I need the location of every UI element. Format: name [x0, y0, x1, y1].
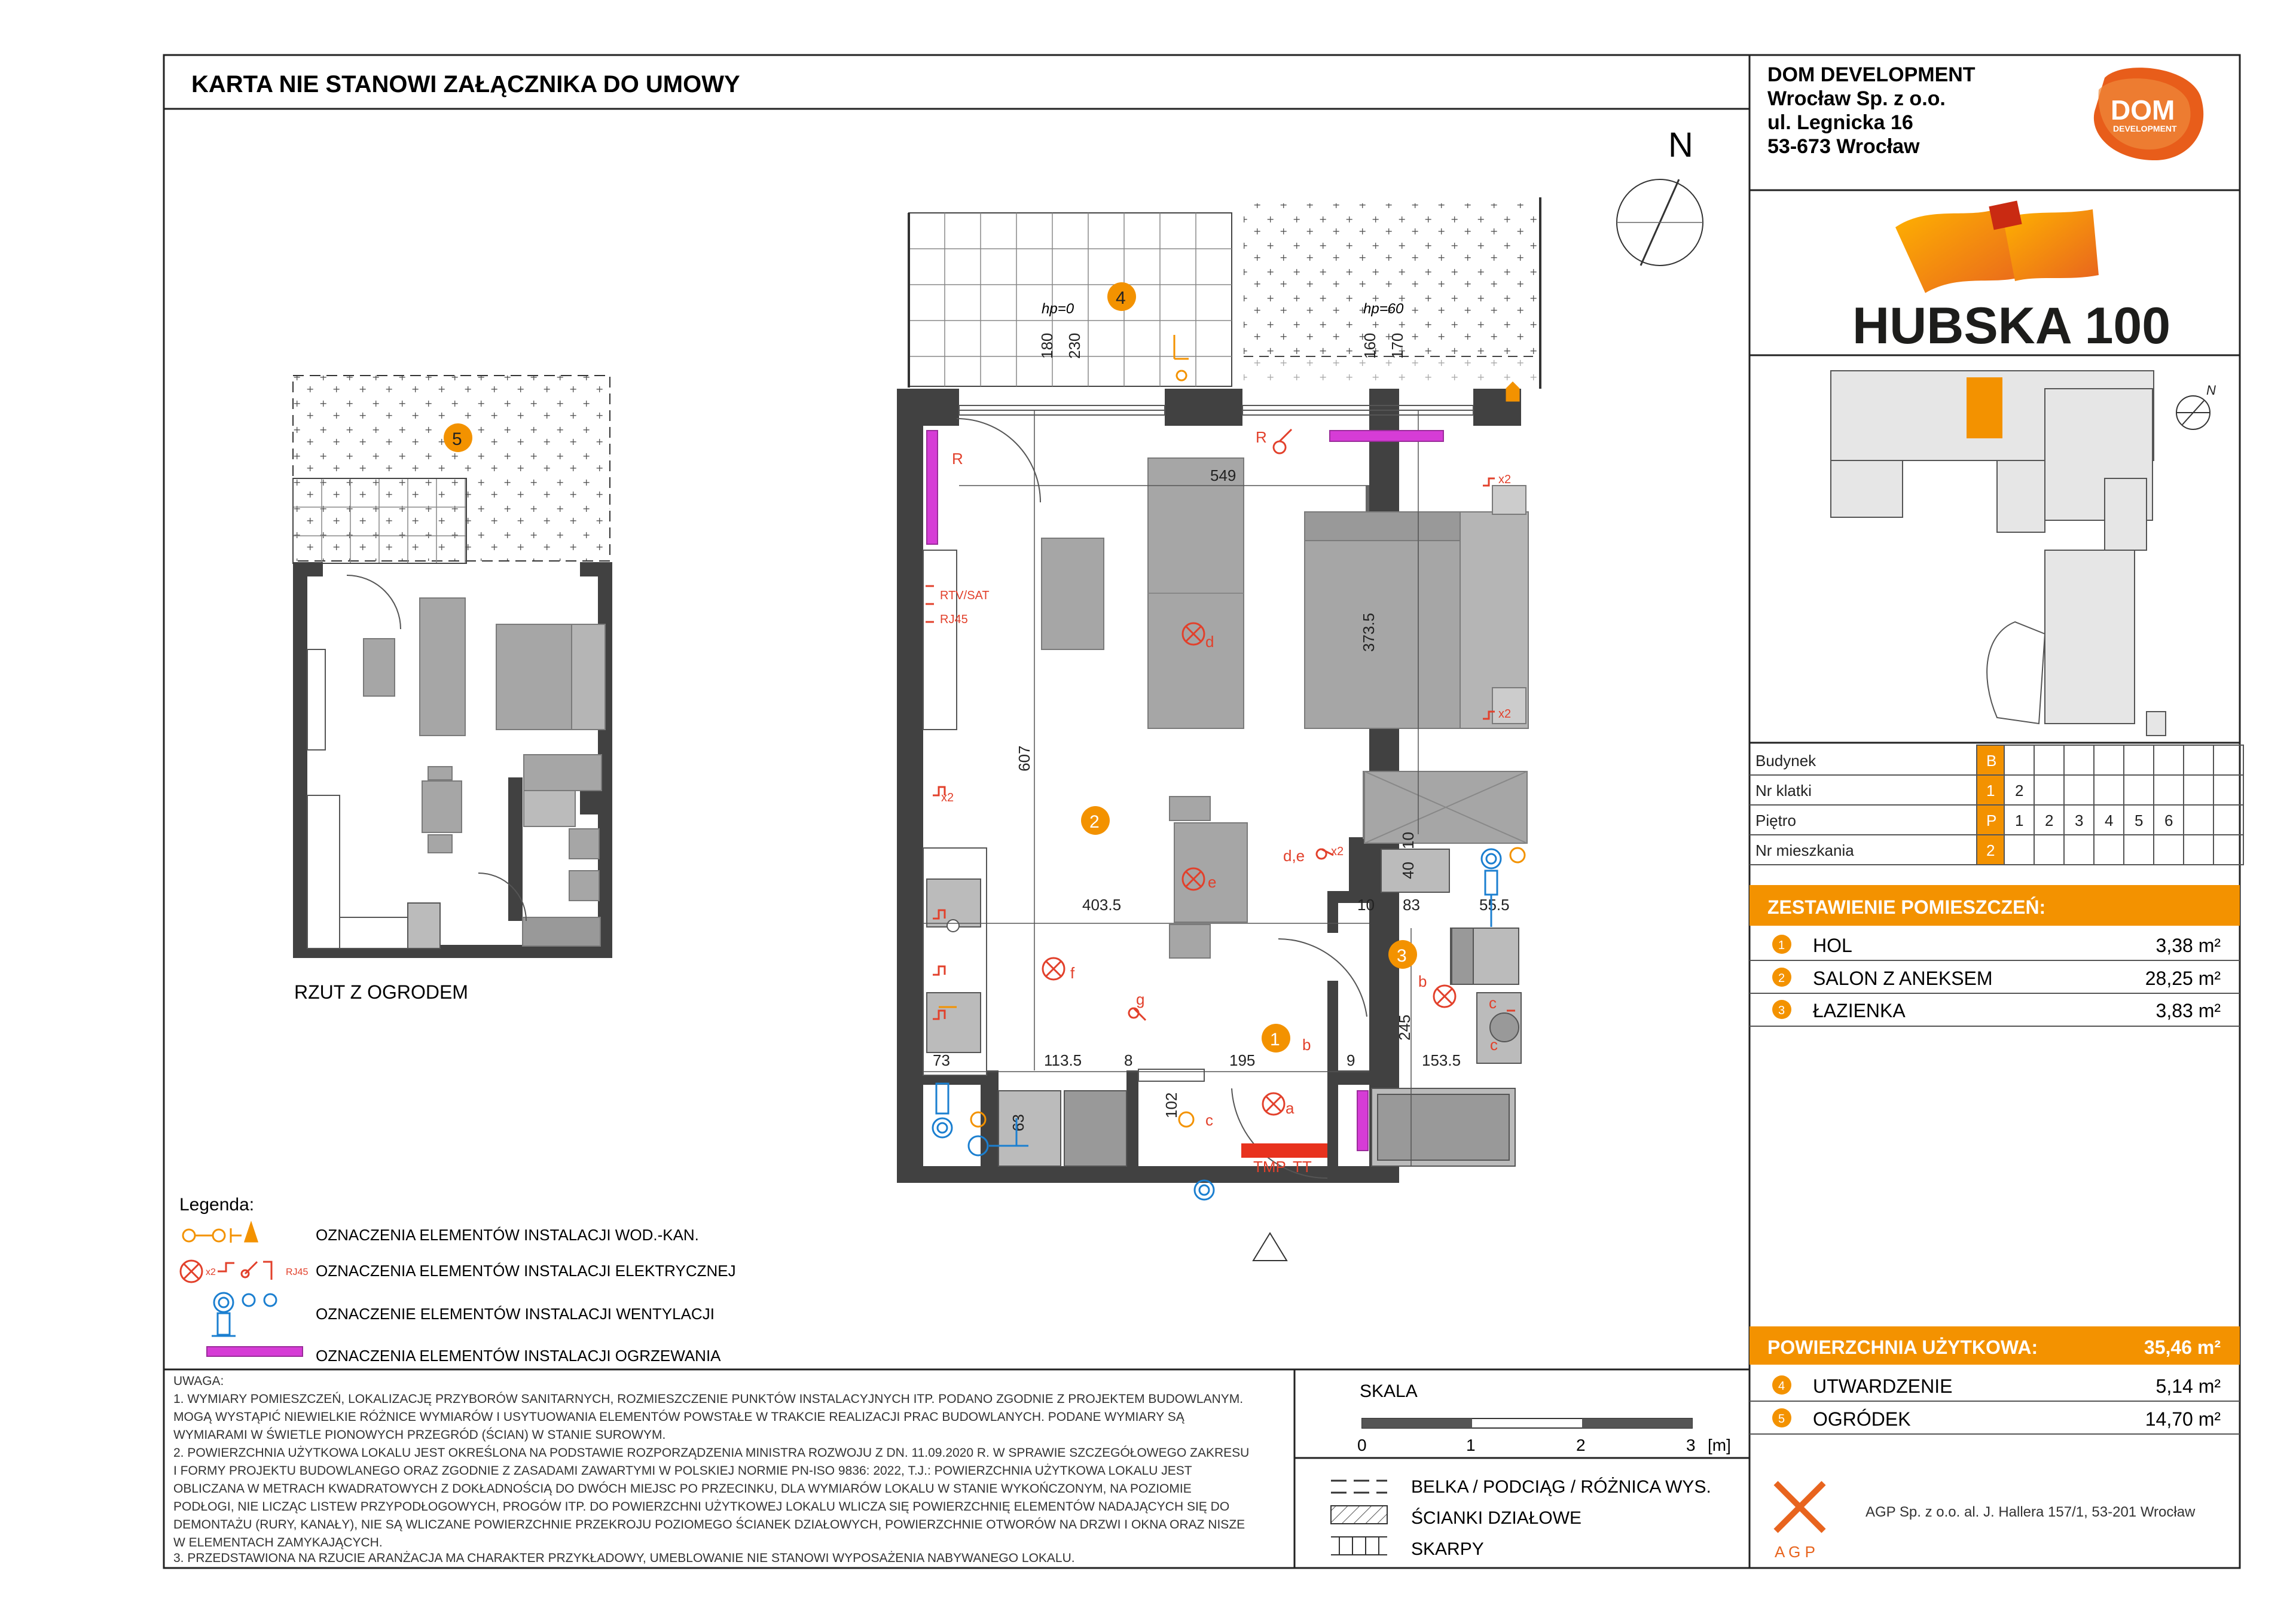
dim-153-5: 153.5: [1422, 1051, 1461, 1069]
svg-text:1: 1: [1778, 939, 1785, 952]
dim-10b: 10: [1357, 896, 1375, 914]
info-cell: [2034, 775, 2064, 805]
key-plan: [1831, 371, 2216, 736]
room-name: ŁAZIENKA: [1813, 1000, 1906, 1021]
developer-line-3: ul. Legnicka 16: [1767, 111, 1913, 134]
label-x2-b: x2: [1498, 473, 1512, 486]
legend-icon-rj45: RJ45: [286, 1267, 309, 1277]
label-r-2: R: [952, 450, 963, 468]
dim-113-5: 113.5: [1044, 1051, 1082, 1069]
info-row-code: P: [1986, 812, 1997, 829]
info-cell: [2094, 775, 2124, 805]
note-line-3: WYMIARAMI W ŚWIETLE PIONOWYCH PRZEGRÓD (ŚCIAN) W STANIE SUROWYM.: [173, 1428, 666, 1442]
label-g: g: [1136, 990, 1145, 1008]
legend-item-electric: OZNACZENIA ELEMENTÓW INSTALACJI ELEKTRYCZNEJ: [316, 1262, 736, 1280]
info-cell: [2184, 805, 2213, 835]
usable-area-value: 35,46 m²: [2144, 1337, 2221, 1358]
room-row-1: [1750, 935, 2240, 960]
label-e: e: [1208, 873, 1217, 891]
note-line-6: OBLICZANA W METRACH KWADRATOWYCH Z DOKŁADNOŚCIĄ DO DWÓCH MIEJSC PO PRZECINKU, DLA WYMIARÓW LOKALU W STANIE WYKOŃCZONYM, NA POZIOMIE: [173, 1482, 1192, 1496]
info-cell: [2154, 745, 2184, 775]
dim-170: 170: [1388, 332, 1406, 359]
extra-name: UTWARDZENIE: [1813, 1375, 1953, 1397]
note-line-0: UWAGA:: [173, 1374, 224, 1388]
dim-373-5: 373.5: [1360, 612, 1378, 652]
label-f: f: [1070, 964, 1075, 982]
symbol-beam: BELKA / PODCIĄG / RÓŻNICA WYS.: [1411, 1477, 1711, 1497]
info-cell-value: 3: [2075, 812, 2084, 829]
symbol-partition: ŚCIANKI DZIAŁOWE: [1411, 1508, 1582, 1528]
note-line-2: MOGĄ WYSTĄPIĆ NIEWIELKIE RÓŻNICE WYMIARÓW I USYTUOWANIA ELEMENTÓW POWSTAŁE W TRAKCIE REALIZACJI PRAC BUDOWLANYCH. PODANE WYMIARY SĄ: [173, 1410, 1184, 1424]
note-line-8: DEMONTAŻU (RURY, KANAŁY), NIE SĄ WLICZANE POWIERZCHNIE PRZEKROJU POZIOMEGO ŚCIANEK DZIAŁOWYCH, POWIERZCHNIE OTWORÓW NA DRZWI I OKNA ORAZ NISZE: [173, 1518, 1245, 1532]
info-row-label: Nr klatki: [1755, 782, 1812, 800]
info-cell: [2034, 745, 2064, 775]
label-rj45: RJ45: [940, 613, 968, 626]
info-table: [1750, 745, 2243, 865]
dim-9: 9: [1347, 1051, 1355, 1069]
dim-160: 160: [1361, 332, 1379, 359]
info-cell: [2184, 775, 2213, 805]
info-cell: [2004, 835, 2034, 865]
developer-line-4: 53-673 Wrocław: [1767, 135, 1920, 158]
info-cell: [2154, 775, 2184, 805]
dim-230: 230: [1065, 332, 1083, 359]
dimension-labels: [933, 333, 1510, 1131]
info-cell: [2064, 745, 2094, 775]
logo-text-main: DOM: [2111, 94, 2175, 126]
svg-text:5: 5: [1778, 1413, 1785, 1426]
label-rtv-sat: RTV/SAT: [940, 589, 990, 602]
architect-address: AGP Sp. z o.o. al. J. Hallera 157/1, 53-201 Wrocław: [1866, 1504, 2196, 1520]
project-name: HUBSKA 100: [1852, 297, 2171, 355]
main-plan: [897, 197, 1543, 1261]
info-cell: [2124, 775, 2154, 805]
usable-area-label: POWIERZCHNIA UŻYTKOWA:: [1767, 1337, 2038, 1358]
extra-area: 14,70 m²: [2145, 1408, 2221, 1430]
symbol-slopes: SKARPY: [1411, 1539, 1484, 1559]
info-cell: [2034, 835, 2064, 865]
label-tt: TT: [1293, 1158, 1312, 1176]
info-cell-value: 2: [2015, 782, 2024, 800]
developer-line-2: Wrocław Sp. z o.o.: [1767, 87, 1946, 110]
kitchen-counter: [923, 550, 987, 1075]
label-c-bath: c: [1490, 1036, 1498, 1054]
dim-40: 40: [1399, 862, 1417, 879]
note-line-10: 3. PRZEDSTAWIONA NA RZUCIE ARANŻACJA MA CHARAKTER PRZYKŁADOWY, UMEBLOWANIE NIE STANOWI WYPOSAŻENIA NABYWANEGO LOKALU.: [173, 1551, 1075, 1565]
scale-tick-0: 0: [1357, 1436, 1367, 1454]
info-row-label: Piętro: [1755, 812, 1796, 829]
dim-102: 102: [1162, 1092, 1180, 1118]
info-row-label: Nr mieszkania: [1755, 841, 1854, 859]
legend: [179, 1195, 736, 1365]
water-symbols: [939, 332, 1525, 1127]
room-name: HOL: [1813, 935, 1852, 956]
info-row-code: 2: [1986, 841, 1995, 859]
info-cell: [2094, 835, 2124, 865]
dim-403-5: 403.5: [1082, 896, 1122, 914]
scale-bar: [1357, 1381, 1731, 1454]
info-cell: [2184, 835, 2213, 865]
room-area: 3,83 m²: [2155, 1000, 2221, 1021]
main-furniture: [1042, 458, 1528, 958]
info-cell: [2154, 835, 2184, 865]
extra-row-5: [1750, 1408, 2240, 1434]
info-cell: [2094, 745, 2124, 775]
legend-title: Legenda:: [179, 1195, 255, 1215]
scale-tick-1: 1: [1466, 1436, 1476, 1454]
rooms-heading: ZESTAWIENIE POMIESZCZEŃ:: [1767, 896, 2046, 918]
info-row-code: B: [1986, 752, 1997, 770]
garden-plan: [293, 376, 612, 1003]
label-x2-c: x2: [1498, 707, 1512, 721]
info-cell-value: 1: [2015, 812, 2024, 829]
north-compass: [1617, 126, 1703, 266]
info-cell: [2124, 835, 2154, 865]
info-row-code: 1: [1986, 782, 1995, 800]
room-area: 3,38 m²: [2155, 935, 2221, 956]
svg-text:2: 2: [1778, 972, 1785, 985]
label-d: d: [1205, 633, 1214, 651]
extra-area: 5,14 m²: [2155, 1375, 2221, 1397]
hp-left-label: hp=0: [1042, 301, 1074, 317]
developer-line-1: DOM DEVELOPMENT: [1767, 63, 1976, 86]
label-r-1: R: [1256, 428, 1267, 446]
logo-text-sub: DEVELOPMENT: [2113, 124, 2177, 133]
dim-8: 8: [1124, 1051, 1133, 1069]
scale-unit: [m]: [1708, 1436, 1731, 1454]
bath-door-swing: [1278, 939, 1367, 1017]
legend-item-ventilation: OZNACZENIE ELEMENTÓW INSTALACJI WENTYLACJI: [316, 1305, 715, 1323]
terrace-paving: [909, 213, 1232, 388]
balcony-door-swing: [957, 419, 1040, 502]
architect-logo: [1775, 1483, 1824, 1561]
scale-title: SKALA: [1360, 1381, 1418, 1401]
dim-83: 83: [1403, 896, 1420, 914]
legend-vent-icon: [212, 1293, 276, 1336]
room-area: 28,25 m²: [2145, 968, 2221, 989]
legend-icon-x2: x2: [206, 1267, 216, 1277]
dim-245: 245: [1396, 1014, 1413, 1041]
svg-text:4: 4: [1778, 1380, 1785, 1393]
dim-55-5: 55.5: [1479, 896, 1510, 914]
note-line-5: I FORMY PROJEKTU BUDOWLANEGO ORAZ ZGODNIE Z ZASADAMI ZAWARTYMI W POLSKIEJ NORMIE PN-ISO 9836: 2022, T.J.: POWIERZCHNIA UŻYTKOWA LOKALU JEST: [173, 1464, 1192, 1478]
info-cell-value: 2: [2045, 812, 2054, 829]
label-b: b: [1302, 1036, 1311, 1054]
dim-195: 195: [1229, 1051, 1256, 1069]
label-b-bath: b: [1418, 972, 1427, 990]
legend-heating-icon: [207, 1347, 303, 1356]
marker-3: 3: [1397, 946, 1407, 966]
extra-name: OGRÓDEK: [1813, 1408, 1911, 1430]
note-line-9: W ELEMENTACH ZAMYKAJĄCYCH.: [173, 1536, 383, 1549]
info-cell-value: 5: [2135, 812, 2144, 829]
dim-549: 549: [1210, 466, 1236, 484]
note-line-7: PODŁOGI, NIE LICZĄC LISTEW PRZYPODŁOGOWYCH, PROGÓW ITP. DO POWIERZCHNI UŻYTKOWEJ LOKALU WLICZA SIĘ POWIERZCHNIĘ ELEMENTÓW NADAJĄCYCH SIĘ DO: [173, 1500, 1230, 1514]
room-row-2: [1750, 968, 2240, 993]
label-x2-a: x2: [941, 791, 954, 804]
developer-logo: [2094, 68, 2203, 160]
info-row-label: Budynek: [1755, 752, 1816, 770]
garden-plan-label: RZUT Z OGRODEM: [294, 981, 468, 1003]
developer-address: [1767, 63, 1976, 158]
garden-marker-5: 5: [452, 429, 462, 449]
compass-north-label: N: [1668, 126, 1693, 164]
room-name: SALON Z ANEKSEM: [1813, 968, 1993, 989]
info-cell: [2124, 745, 2154, 775]
marker-4: 4: [1116, 288, 1126, 308]
note-line-1: 1. WYMIARY POMIESZCZEŃ, LOKALIZACJĘ PRZYBORÓW SANITARNYCH, ROZMIESZCZENIE PUNKTÓW INSTALACYJNYCH ITP. PODANO ZGODNIE Z PROJEKTEM BUDOWLANYM.: [173, 1392, 1244, 1406]
note-line-4: 2. POWIERZCHNIA UŻYTKOWA LOKALU JEST OKREŚLONA NA PODSTAWIE ROZPORZĄDZENIA MINISTRA ROZWOJU Z DN. 11.09.2020 R. W SPRAWIE SZCZEGÓŁOWEGO ZAKRESU: [173, 1446, 1250, 1460]
legend-electric-icon: [181, 1261, 271, 1282]
dim-180: 180: [1038, 332, 1056, 359]
dim-63: 63: [1009, 1114, 1027, 1131]
info-cell: [2184, 745, 2213, 775]
legend-water-icon: [183, 1224, 257, 1243]
scale-tick-2: 2: [1576, 1436, 1586, 1454]
notes: [173, 1374, 1249, 1565]
info-cell: [2064, 835, 2094, 865]
room-row-3: [1750, 1000, 2240, 1026]
label-de: d,e: [1283, 847, 1305, 865]
dim-607: 607: [1015, 745, 1033, 771]
header-notice: KARTA NIE STANOWI ZAŁĄCZNIKA DO UMOWY: [191, 71, 740, 97]
info-cell-value: 6: [2164, 812, 2173, 829]
info-cell-value: 4: [2105, 812, 2114, 829]
legend-item-heating: OZNACZENIA ELEMENTÓW INSTALACJI OGRZEWANIA: [316, 1347, 721, 1365]
extra-row-4: [1750, 1375, 2240, 1401]
entrance-arrow: [1253, 1233, 1287, 1261]
label-a: a: [1286, 1099, 1294, 1117]
legend-item-water: OZNACZENIA ELEMENTÓW INSTALACJI WOD.-KAN.: [316, 1226, 699, 1244]
label-c: c: [1489, 994, 1497, 1012]
hp-right-label: hp=60: [1363, 301, 1404, 317]
label-tmp: TMP: [1253, 1158, 1286, 1176]
architect-logo-text: A G P: [1775, 1543, 1815, 1561]
symbols-key: [1331, 1477, 1711, 1559]
dim-73: 73: [933, 1051, 950, 1069]
entry-threshold: [1241, 1143, 1327, 1158]
label-a-hall: c: [1205, 1111, 1213, 1129]
dim-10a: 10: [1399, 832, 1417, 849]
svg-text:3: 3: [1778, 1004, 1785, 1017]
project-logo: [1852, 200, 2170, 355]
scale-tick-3: 3: [1686, 1436, 1696, 1454]
marker-1: 1: [1270, 1030, 1280, 1050]
info-cell: [2004, 745, 2034, 775]
label-x2-d: x2: [1331, 845, 1344, 858]
info-cell: [2064, 775, 2094, 805]
marker-2: 2: [1089, 812, 1100, 832]
svg-text:N: N: [2206, 383, 2216, 398]
